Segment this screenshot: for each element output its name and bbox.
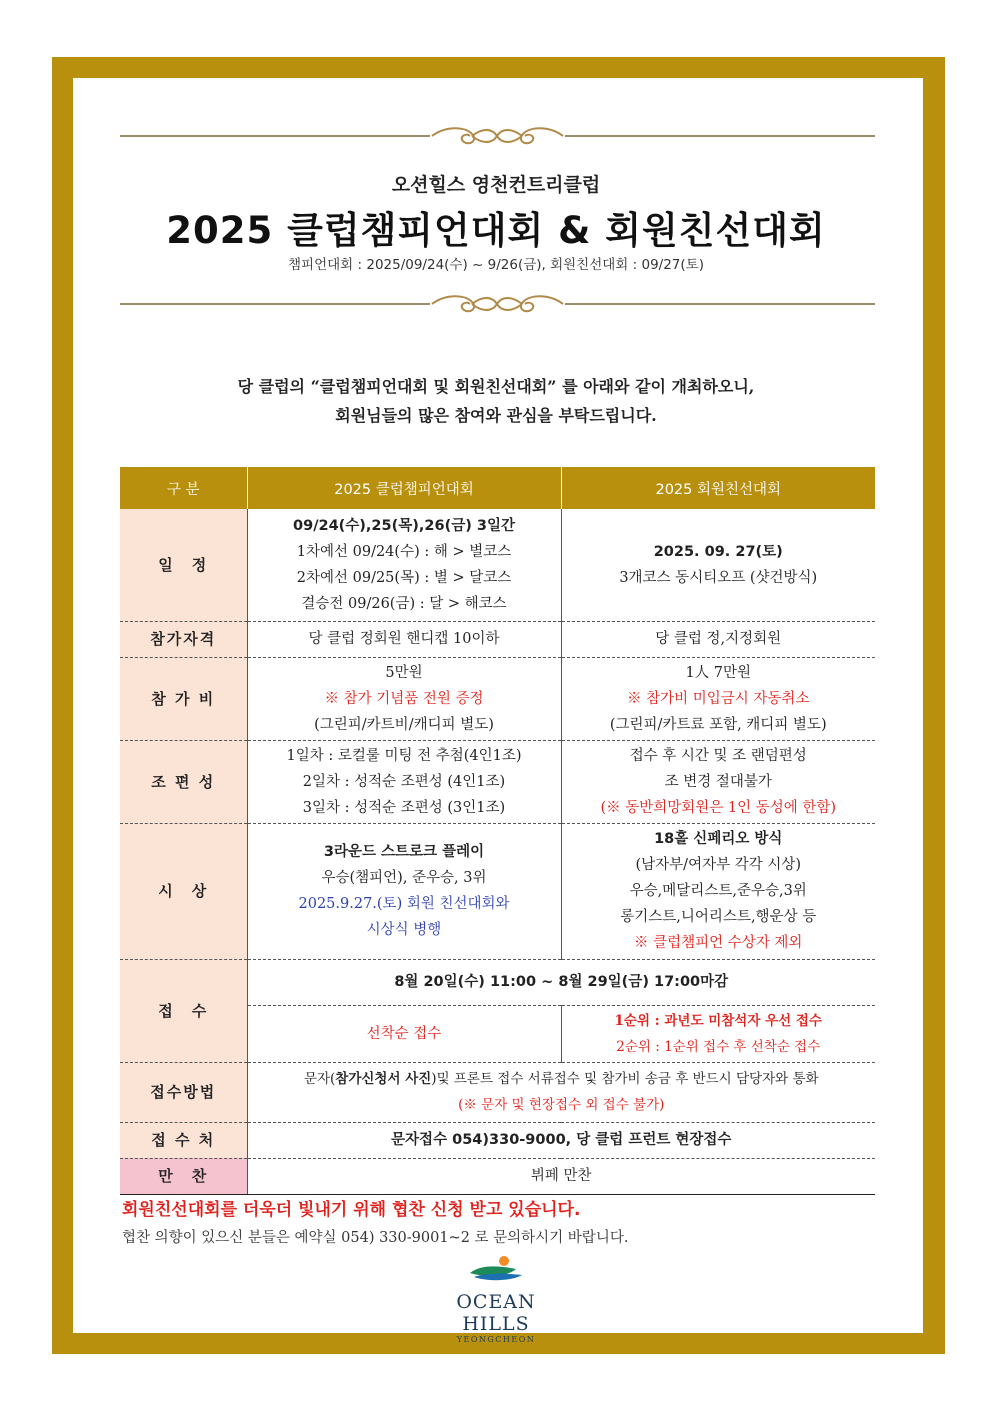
event-info-table [120, 467, 875, 1195]
table-row-contact [120, 1122, 875, 1158]
label-grouping: 조 편 성 [120, 740, 247, 823]
awards-champion [247, 823, 561, 959]
logo-mark-icon [466, 1255, 526, 1283]
fee-friendly [561, 657, 875, 740]
table-row-dinner [120, 1158, 875, 1194]
fee-friendly-note: ※ 참가비 미입금시 자동취소 [627, 690, 810, 707]
label-dinner: 만 찬 [120, 1158, 247, 1194]
event-dates: 챔피언대회 : 2025/09/24(수) ~ 9/26(금), 회원친선대회 : 09/27(토) [288, 257, 704, 273]
grouping-champion-day3: 3일차 : 성적순 조편성 (3인1조) [302, 799, 506, 816]
table-row-method [120, 1062, 875, 1122]
grouping-friendly-random: 접수 후 시간 및 조 랜덤편성 [629, 747, 807, 764]
schedule-champion-round2: 2차예선 09/25(목) : 별 > 달코스 [296, 569, 512, 586]
ornament-divider-bottom [120, 292, 875, 316]
ocean-hills-logo [420, 1255, 572, 1344]
method-note: (※ 문자 및 현장접수 외 접수 불가) [458, 1097, 665, 1113]
header-category: 구 분 [120, 467, 247, 509]
header-champion: 2025 클럽챔피언대회 [247, 467, 561, 509]
grouping-champion [247, 740, 561, 823]
method-text-bold: 참가신청서 사진 [335, 1071, 432, 1087]
label-contact: 접 수 처 [120, 1122, 247, 1158]
grouping-friendly-note: (※ 동반희망회원은 1인 동성에 한함) [600, 799, 837, 816]
awards-friendly-prizes-2: 롱기스트,니어리스트,행운상 등 [620, 909, 817, 925]
label-eligibility: 참가자격 [120, 621, 247, 657]
sponsor-title: 회원친선대회를 더욱더 빛내기 위해 협찬 신청 받고 있습니다. [122, 1200, 581, 1220]
label-method: 접수방법 [120, 1062, 247, 1122]
awards-friendly-divisions: (남자부/여자부 각각 시상) [635, 857, 801, 873]
registration-friendly [561, 1005, 875, 1062]
fee-friendly-amount: 1人 7만원 [685, 664, 752, 681]
awards-champion-ceremony-2: 시상식 병행 [366, 922, 442, 938]
awards-friendly-note: ※ 클럽챔피언 수상자 제외 [634, 935, 803, 951]
page-title: 2025 클럽챔피언대회 & 회원친선대회 [166, 209, 826, 252]
awards-champion-ceremony-1: 2025.9.27.(토) 회원 친선대회와 [298, 896, 510, 912]
method-detail [247, 1062, 875, 1122]
method-text-pre: 문자( [303, 1071, 336, 1087]
fee-champion [247, 657, 561, 740]
table-row-fee [120, 657, 875, 740]
table-row-grouping [120, 740, 875, 823]
schedule-friendly [561, 509, 875, 621]
awards-champion-prizes: 우승(챔피언), 준우승, 3위 [321, 870, 487, 886]
dinner-detail: 뷔페 만찬 [247, 1158, 875, 1194]
intro-line-2: 회원님들의 많은 참여와 관심을 부탁드립니다. [335, 406, 657, 425]
table-row-registration-period [120, 959, 875, 1005]
table-row-schedule [120, 509, 875, 621]
label-awards: 시 상 [120, 823, 247, 959]
intro-text [0, 372, 992, 430]
grouping-friendly-nochange: 조 변경 절대불가 [664, 773, 772, 790]
grouping-champion-day2: 2일차 : 성적순 조편성 (4인1조) [302, 773, 506, 790]
awards-friendly-prizes-1: 우승,메달리스트,준우승,3위 [629, 883, 807, 899]
fee-champion-amount: 5만원 [385, 664, 423, 681]
eligibility-friendly: 당 클럽 정,지정회원 [561, 621, 875, 657]
table-row-awards [120, 823, 875, 959]
intro-line-1: 당 클럽의 “클럽챔피언대회 및 회원친선대회” 를 아래와 같이 개최하오니, [237, 377, 755, 396]
method-text-post: )및 프론트 접수 서류접수 및 참가비 송금 후 반드시 담당자와 통화 [431, 1071, 819, 1087]
label-registration: 접 수 [120, 959, 247, 1062]
label-schedule: 일 정 [120, 509, 247, 621]
header-friendly: 2025 회원친선대회 [561, 467, 875, 509]
awards-friendly [561, 823, 875, 959]
fee-champion-note: ※ 참가 기념품 전원 증정 [324, 690, 484, 707]
registration-friendly-priority1: 1순위 : 과년도 미참석자 우선 접수 [614, 1012, 822, 1029]
fee-friendly-extra: (그린피/카트료 포함, 캐디피 별도) [609, 716, 827, 733]
logo-name: OCEAN HILLS [456, 1291, 536, 1335]
sponsor-description: 협찬 의향이 있으신 분들은 예약실 054) 330-9001~2 로 문의하시기 바랍니다. [122, 1230, 629, 1246]
registration-period: 8월 20일(수) 11:00 ~ 8월 29일(금) 17:00마감 [394, 974, 729, 990]
table-header-row [120, 467, 875, 509]
schedule-champion-round1: 1차예선 09/24(수) : 해 > 별코스 [296, 543, 512, 560]
awards-friendly-format: 18홀 신페리오 방식 [654, 831, 783, 847]
schedule-champion [247, 509, 561, 621]
fee-champion-extra: (그린피/카트비/캐디피 별도) [314, 716, 494, 733]
logo-subtitle: YEONGCHEON [456, 1335, 536, 1344]
label-fee: 참 가 비 [120, 657, 247, 740]
awards-champion-format: 3라운드 스트로크 플레이 [323, 844, 485, 860]
grouping-champion-day1: 1일차 : 로컬룰 미팅 전 추첨(4인1조) [286, 747, 522, 764]
schedule-friendly-date: 2025. 09. 27(토) [653, 543, 783, 560]
club-name: 오션힐스 영천컨트리클럽 [391, 174, 601, 196]
registration-friendly-priority2: 2순위 : 1순위 접수 후 선착순 접수 [616, 1038, 821, 1055]
ornament-divider-top [120, 124, 875, 148]
method-text [252, 1066, 872, 1092]
contact-detail: 문자접수 054)330-9000, 당 클럽 프런트 현장접수 [247, 1122, 875, 1158]
schedule-champion-final: 결승전 09/26(금) : 달 > 해코스 [301, 595, 507, 612]
schedule-champion-days: 09/24(수),25(목),26(금) 3일간 [293, 517, 515, 534]
grouping-friendly [561, 740, 875, 823]
table-row-eligibility [120, 621, 875, 657]
schedule-friendly-format: 3개코스 동시티오프 (샷건방식) [619, 569, 818, 586]
registration-champion: 선착순 접수 [247, 1005, 561, 1062]
eligibility-champion: 당 클럽 정회원 핸디캡 10이하 [247, 621, 561, 657]
